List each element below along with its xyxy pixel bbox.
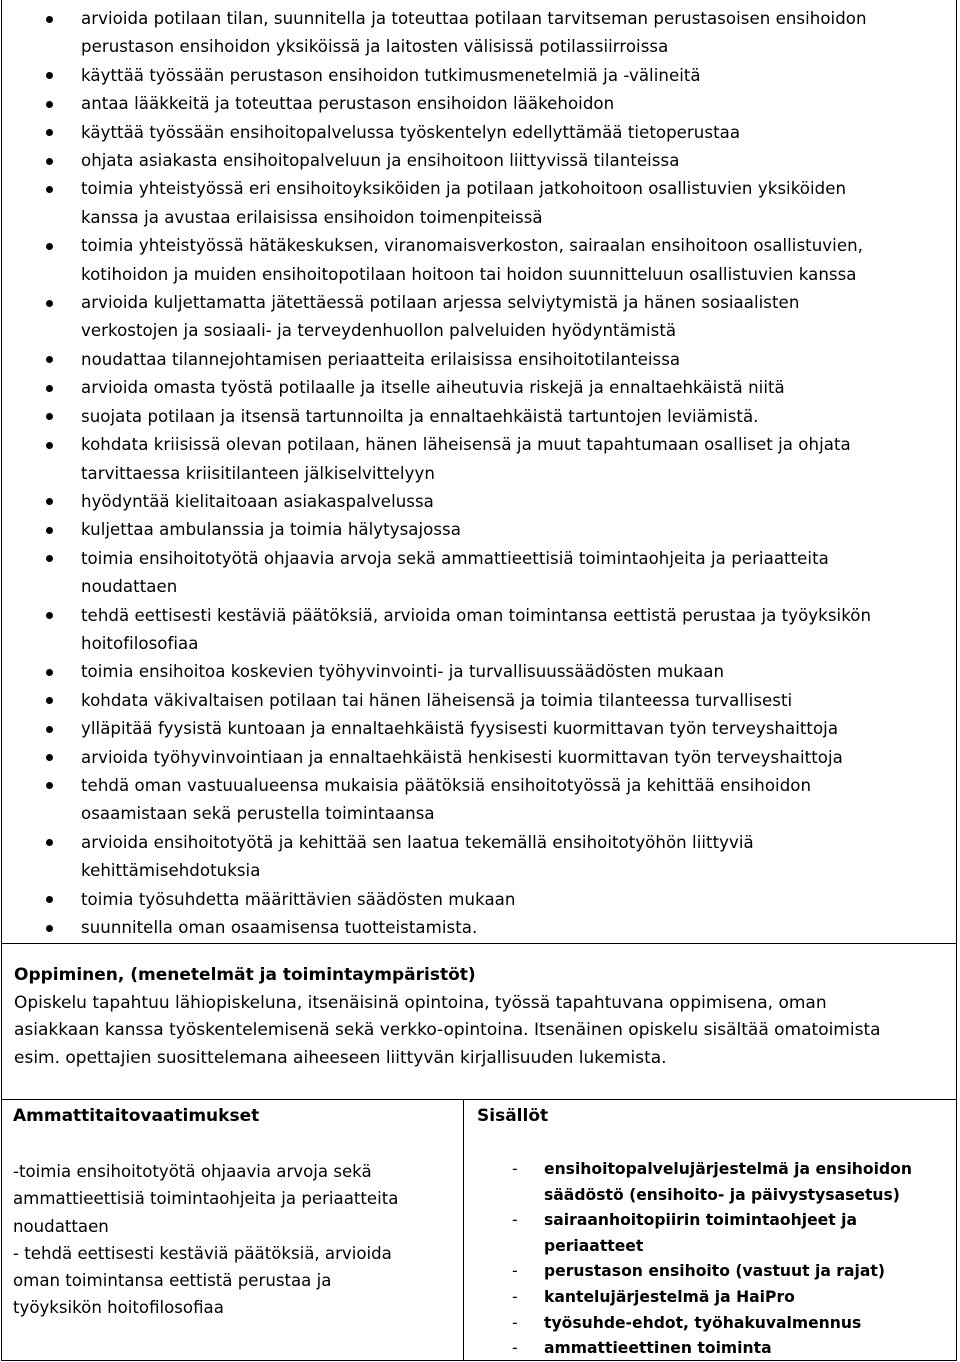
contents-item	[512, 1311, 912, 1337]
bullet-text-line: kuljettaa ambulanssia ja toimia hälytysajossa	[81, 520, 461, 540]
bullet-text-line: arvioida potilaan tilan, suunnitella ja toteuttaa potilaan tarvitseman perustasoisen ensihoidon	[81, 9, 867, 28]
bullet-text-line: toimia työsuhdetta määrittävien säädösten mukaan	[81, 889, 516, 909]
bullet-text-line: kotihoidon ja muiden ensihoitopotilaan hoitoon tai hoidon suunnitteluun osallistuvien kanssa	[81, 264, 857, 284]
contents-item-line: säädöstö (ensihoito- ja päivystysasetus)	[544, 1185, 900, 1204]
competence-bullet-item	[2, 147, 956, 175]
competence-bullet-item	[2, 346, 956, 374]
bullet-text-line: kohdata kriisissä olevan potilaan, hänen läheisensä ja muut tapahtumaan osalliset ja ohjata	[81, 435, 851, 455]
competence-bullet-item	[2, 687, 956, 715]
bullet-text-line: kohdata väkivaltaisen potilaan tai hänen läheisensä ja toimia tilanteessa turvallisesti	[81, 690, 793, 710]
requirements-contents-table	[1, 1099, 957, 1361]
dash-marker: -	[512, 1211, 518, 1230]
competence-bullet-item	[2, 289, 956, 346]
competence-bullet-item	[2, 744, 956, 772]
contents-item	[512, 1208, 912, 1259]
competence-bullet-item	[2, 602, 956, 659]
contents-item	[512, 1336, 912, 1362]
bullet-dot-icon	[46, 442, 53, 449]
contents-item-line: sairaanhoitopiirin toimintaohjeet ja	[544, 1211, 857, 1230]
bullet-text-line: käyttää työssään ensihoitopalvelussa työskentelyn edellyttämää tietoperustaa	[81, 122, 741, 142]
requirements-line: työyksikön hoitofilosofiaa	[13, 1298, 224, 1318]
bullet-text-line: suunnitella oman osaamisensa tuotteistamista.	[81, 918, 478, 937]
bullet-text-line: tehdä oman vastuualueensa mukaisia päätöksiä ensihoitotyössä ja kehittää ensihoidon	[81, 775, 812, 795]
contents-item	[512, 1259, 912, 1285]
bullet-text-line: tarvittaessa kriisitilanteen jälkiselvittelyyn	[81, 463, 435, 483]
contents-item	[512, 1157, 912, 1208]
bullet-text-line: ylläpitää fyysistä kuntoaan ja ennaltaehkäistä fyysisesti kuormittavan työn terveyshaittoja	[81, 719, 839, 739]
dash-marker: -	[512, 1262, 518, 1281]
bullet-dot-icon	[46, 72, 53, 79]
bullet-dot-icon	[46, 385, 53, 392]
bullet-text-line: hyödyntää kielitaitoaan asiakaspalvelussa	[81, 491, 434, 511]
bullet-dot-icon	[46, 16, 53, 23]
learning-line: asiakkaan kanssa työskentelemisenä sekä verkko-opintoina. Itsenäinen opiskelu sisältää omatoimista	[14, 1020, 881, 1040]
competence-bullet-item	[2, 886, 956, 914]
bullet-text-line: perustason ensihoidon yksiköissä ja laitosten välisissä potilassiirroissa	[81, 37, 669, 57]
bullet-text-line: arvioida ensihoitotyötä ja kehittää sen laatua tekemällä ensihoitotyöhön liittyviä	[81, 832, 754, 852]
learning-heading: Oppiminen, (menetelmät ja toimintaympäristöt)	[14, 965, 476, 985]
competence-bullet-item	[2, 232, 956, 289]
bullet-dot-icon	[46, 186, 53, 193]
competence-bullet-item	[2, 5, 956, 62]
requirements-line: - tehdä eettisesti kestäviä päätöksiä, arvioida	[13, 1243, 392, 1263]
bullet-text-line: toimia ensihoitotyötä ohjaavia arvoja sekä ammattieettisiä toimintaohjeita ja periaatteita	[81, 548, 829, 568]
competence-bullet-item	[2, 175, 956, 232]
bullet-dot-icon	[46, 101, 53, 108]
learning-section	[1, 943, 957, 1100]
bullet-dot-icon	[46, 527, 53, 534]
learning-text-block	[14, 962, 946, 1072]
competence-bullet-item	[2, 431, 956, 488]
contents-item-line: perustason ensihoito (vastuut ja rajat)	[544, 1262, 885, 1281]
requirements-line: oman toimintansa eettistä perustaa ja	[13, 1271, 332, 1291]
competence-bullet-item	[2, 658, 956, 686]
bullet-text-line: hoitofilosofiaa	[81, 633, 199, 653]
contents-item-line: ensihoitopalvelujärjestelmä ja ensihoidon	[544, 1160, 912, 1178]
bullet-dot-icon	[46, 300, 53, 307]
learning-line: Opiskelu tapahtuu lähiopiskeluna, itsenäisinä opintoina, työssä tapahtuvana oppimisena, oman	[14, 992, 827, 1013]
bullet-text-line: tehdä eettisesti kestäviä päätöksiä, arvioida oman toimintansa eettistä perustaa ja työyksikön	[81, 605, 872, 625]
competence-bullet-list	[2, 5, 956, 942]
bullet-text-line: arvioida työhyvinvointiaan ja ennaltaehkäistä henkisesti kuormittavan työn terveyshaittoja	[81, 747, 843, 767]
bullet-dot-icon	[46, 555, 53, 562]
contents-item-line: periaatteet	[544, 1236, 644, 1255]
contents-column-heading: Sisällöt	[477, 1106, 549, 1126]
dash-marker: -	[512, 1160, 518, 1178]
bullet-dot-icon	[46, 896, 53, 903]
column-divider	[463, 1100, 464, 1360]
competence-bullet-item	[2, 62, 956, 90]
contents-item	[512, 1285, 912, 1311]
competence-bullet-item	[2, 772, 956, 829]
bullet-text-line: noudattaa tilannejohtamisen periaatteita erilaisissa ensihoitotilanteissa	[81, 349, 681, 369]
bullet-text-line: toimia yhteistyössä hätäkeskuksen, viranomaisverkoston, sairaalan ensihoitoon osallistuvien,	[81, 236, 863, 256]
competence-bullet-item	[2, 715, 956, 743]
bullet-text-line: toimia ensihoitoa koskevien työhyvinvointi- ja turvallisuussäädösten mukaan	[81, 662, 725, 682]
bullet-text-line: noudattaen	[81, 577, 178, 597]
competence-bullet-item	[2, 90, 956, 118]
competence-bullet-item	[2, 119, 956, 147]
bullet-text-line: osaamistaan sekä perustella toimintaansa	[81, 804, 435, 824]
bullet-dot-icon	[46, 754, 53, 761]
requirements-line: noudattaen	[13, 1216, 109, 1236]
requirements-text	[13, 1158, 398, 1322]
bullet-dot-icon	[46, 243, 53, 250]
bullet-text-line: suojata potilaan ja itsensä tartunnoilta ja ennaltaehkäistä tartuntojen leviämistä.	[81, 406, 759, 426]
learning-line: esim. opettajien suosittelemana aiheeseen liittyvän kirjallisuuden lukemista.	[14, 1047, 667, 1068]
bullet-dot-icon	[46, 839, 53, 846]
bullet-text-line: toimia yhteistyössä eri ensihoitoyksiköiden ja potilaan jatkohoitoon osallistuvien yksiköiden	[81, 179, 847, 199]
bullet-dot-icon	[46, 129, 53, 136]
bullet-dot-icon	[46, 498, 53, 505]
bullet-dot-icon	[46, 697, 53, 704]
bullet-dot-icon	[46, 726, 53, 733]
bullet-dot-icon	[46, 925, 53, 932]
bullet-dot-icon	[46, 158, 53, 165]
bullet-dot-icon	[46, 356, 53, 363]
bullet-text-line: arvioida omasta työstä potilaalle ja itselle aiheutuvia riskejä ja ennaltaehkäistä niitä	[81, 378, 785, 398]
contents-item-line: työsuhde-ehdot, työhakuvalmennus	[544, 1313, 862, 1332]
bullet-text-line: kehittämisehdotuksia	[81, 861, 261, 881]
dash-marker: -	[512, 1287, 518, 1306]
competence-bullet-item	[2, 374, 956, 402]
competence-bullet-item	[2, 829, 956, 886]
requirements-column-heading: Ammattitaitovaatimukset	[13, 1106, 260, 1126]
competence-bullet-item	[2, 914, 956, 942]
bullet-dot-icon	[46, 782, 53, 789]
bullet-text-line: verkostojen ja sosiaali- ja terveydenhuollon palveluiden hyödyntämistä	[81, 321, 677, 341]
bullet-text-line: arvioida kuljettamatta jätettäessä potilaan arjessa selviytymistä ja hänen sosiaalisten	[81, 293, 800, 313]
competence-bullet-item	[2, 488, 956, 516]
bullet-text-line: antaa lääkkeitä ja toteuttaa perustason ensihoidon lääkehoidon	[81, 94, 615, 114]
requirements-line: ammattieettisiä toimintaohjeita ja periaatteita	[13, 1189, 399, 1209]
contents-item-line: ammattieettinen toiminta	[544, 1339, 772, 1358]
contents-dash-list	[512, 1157, 912, 1362]
contents-item-line: kantelujärjestelmä ja HaiPro	[544, 1287, 795, 1306]
bullet-dot-icon	[46, 669, 53, 676]
bullet-text-line: kanssa ja avustaa erilaisissa ensihoidon toimenpiteissä	[81, 207, 543, 227]
bullet-dot-icon	[46, 612, 53, 619]
requirements-line: -toimia ensihoitotyötä ohjaavia arvoja sekä	[13, 1162, 372, 1181]
competence-bullet-item	[2, 516, 956, 544]
bullet-text-line: käyttää työssään perustason ensihoidon tutkimusmenetelmiä ja -välineitä	[81, 65, 701, 85]
dash-marker: -	[512, 1339, 518, 1358]
bullet-text-line: ohjata asiakasta ensihoitopalveluun ja ensihoitoon liittyvissä tilanteissa	[81, 151, 680, 171]
competence-bullet-item	[2, 403, 956, 431]
competence-bullet-item	[2, 545, 956, 602]
bullet-dot-icon	[46, 413, 53, 420]
competence-bullet-box	[1, 0, 957, 944]
dash-marker: -	[512, 1313, 518, 1332]
